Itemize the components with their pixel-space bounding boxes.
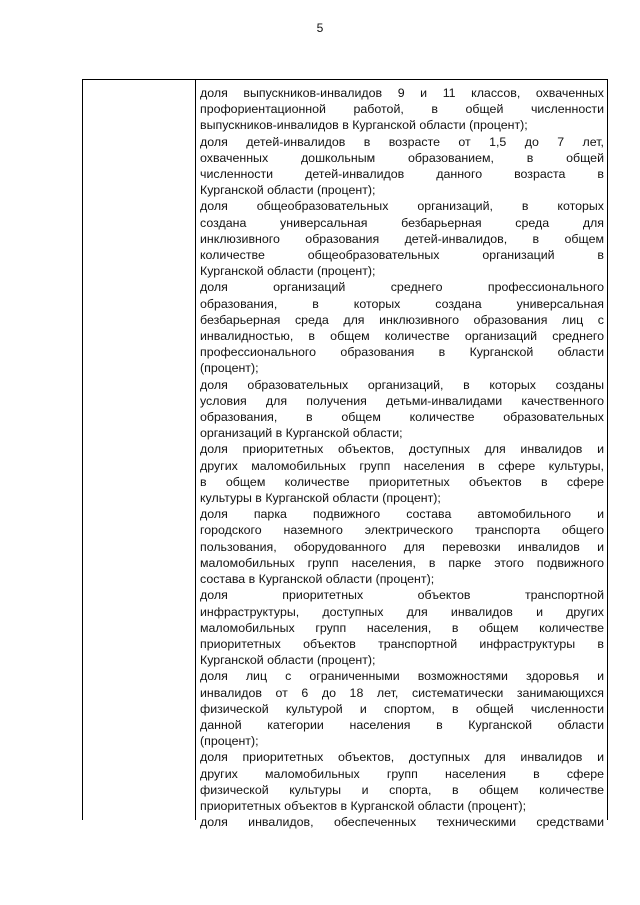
text-line: физической культурой и спортом, в общей численности xyxy=(200,701,604,716)
text-line: доля образовательных организаций, в которых созданы xyxy=(200,377,604,392)
text-line: (процент); xyxy=(200,361,259,376)
text-line: организаций в Курганской области; xyxy=(200,426,403,441)
text-line: инклюзивного образования детей-инвалидов, в общем xyxy=(200,231,604,246)
text-line: культуры в Курганской области (процент); xyxy=(200,491,441,506)
text-line: количестве общеобразовательных организаций в xyxy=(200,248,604,263)
text-line: доля организаций среднего профессионального xyxy=(200,280,604,295)
text-line: создана универсальная безбарьерная среда для xyxy=(200,215,604,230)
indicator-table xyxy=(82,79,608,830)
text-line: доля приоритетных объектов, доступных для инвалидов и xyxy=(200,750,604,765)
table-left-column xyxy=(83,80,196,820)
text-line: численности детей-инвалидов данного возраста в xyxy=(200,167,604,182)
text-line: инфраструктуры, доступных для инвалидов и других xyxy=(200,604,604,619)
text-line: доля общеобразовательных организаций, в которых xyxy=(200,199,604,214)
text-line: Курганской области (процент); xyxy=(200,264,376,279)
text-line: других маломобильных групп населения в сфере xyxy=(200,766,604,781)
text-line: образования, в общем количестве образовательных xyxy=(200,410,604,425)
text-line: в общем количестве приоритетных объектов в сфере xyxy=(200,474,604,489)
text-line: пользования, оборудованного для перевозки инвалидов и xyxy=(200,539,604,554)
text-line: маломобильных групп населения, в парке этого подвижного xyxy=(200,555,604,570)
text-line: Курганской области (процент); xyxy=(200,183,376,198)
text-line: доля инвалидов, обеспеченных техническими средствами xyxy=(200,815,604,830)
text-line: профессионального образования в Курганской области xyxy=(200,345,604,360)
text-line: образования, в которых создана универсальная xyxy=(200,296,604,311)
table-right-column xyxy=(200,85,604,830)
text-line: Курганской области (процент); xyxy=(200,653,376,668)
page-number: 5 xyxy=(316,21,324,35)
text-line: данной категории населения в Курганской области xyxy=(200,717,604,732)
text-line: доля приоритетных объектов транспортной xyxy=(200,588,604,603)
text-line: физической культуры и спорта, в общем количестве xyxy=(200,782,604,797)
text-line: инвалидностью, в общем количестве организаций среднего xyxy=(200,329,604,344)
text-line: доля детей-инвалидов в возрасте от 1,5 до 7 лет, xyxy=(200,134,604,149)
text-line: условия для получения детьми-инвалидами качественного xyxy=(200,393,604,408)
text-line: охваченных дошкольным образованием, в общей xyxy=(200,150,604,165)
text-line: доля лиц с ограниченными возможностями здоровья и xyxy=(200,669,604,684)
text-line: инвалидов от 6 до 18 лет, систематически занимающихся xyxy=(200,685,604,700)
text-line: доля выпускников-инвалидов 9 и 11 классов, охваченных xyxy=(200,86,604,100)
text-line: доля парка подвижного состава автомобильного и xyxy=(200,507,604,522)
text-line: выпускников-инвалидов в Курганской области (процент); xyxy=(200,118,528,133)
text-line: безбарьерная среда для инклюзивного образования лиц с xyxy=(200,312,604,327)
text-line: маломобильных групп населения, в общем количестве xyxy=(200,620,604,635)
text-line: городского наземного электрического транспорта общего xyxy=(200,523,604,538)
text-line: приоритетных объектов транспортной инфраструктуры в xyxy=(200,636,604,651)
text-line: (процент); xyxy=(200,734,259,749)
text-line: других маломобильных групп населения в сфере культуры, xyxy=(200,458,604,473)
text-line: приоритетных объектов в Курганской области (процент); xyxy=(200,798,527,813)
text-line: доля приоритетных объектов, доступных для инвалидов и xyxy=(200,442,604,457)
text-line: профориентационной работой, в общей численности xyxy=(200,102,604,117)
text-line: состава в Курганской области (процент); xyxy=(200,572,435,587)
